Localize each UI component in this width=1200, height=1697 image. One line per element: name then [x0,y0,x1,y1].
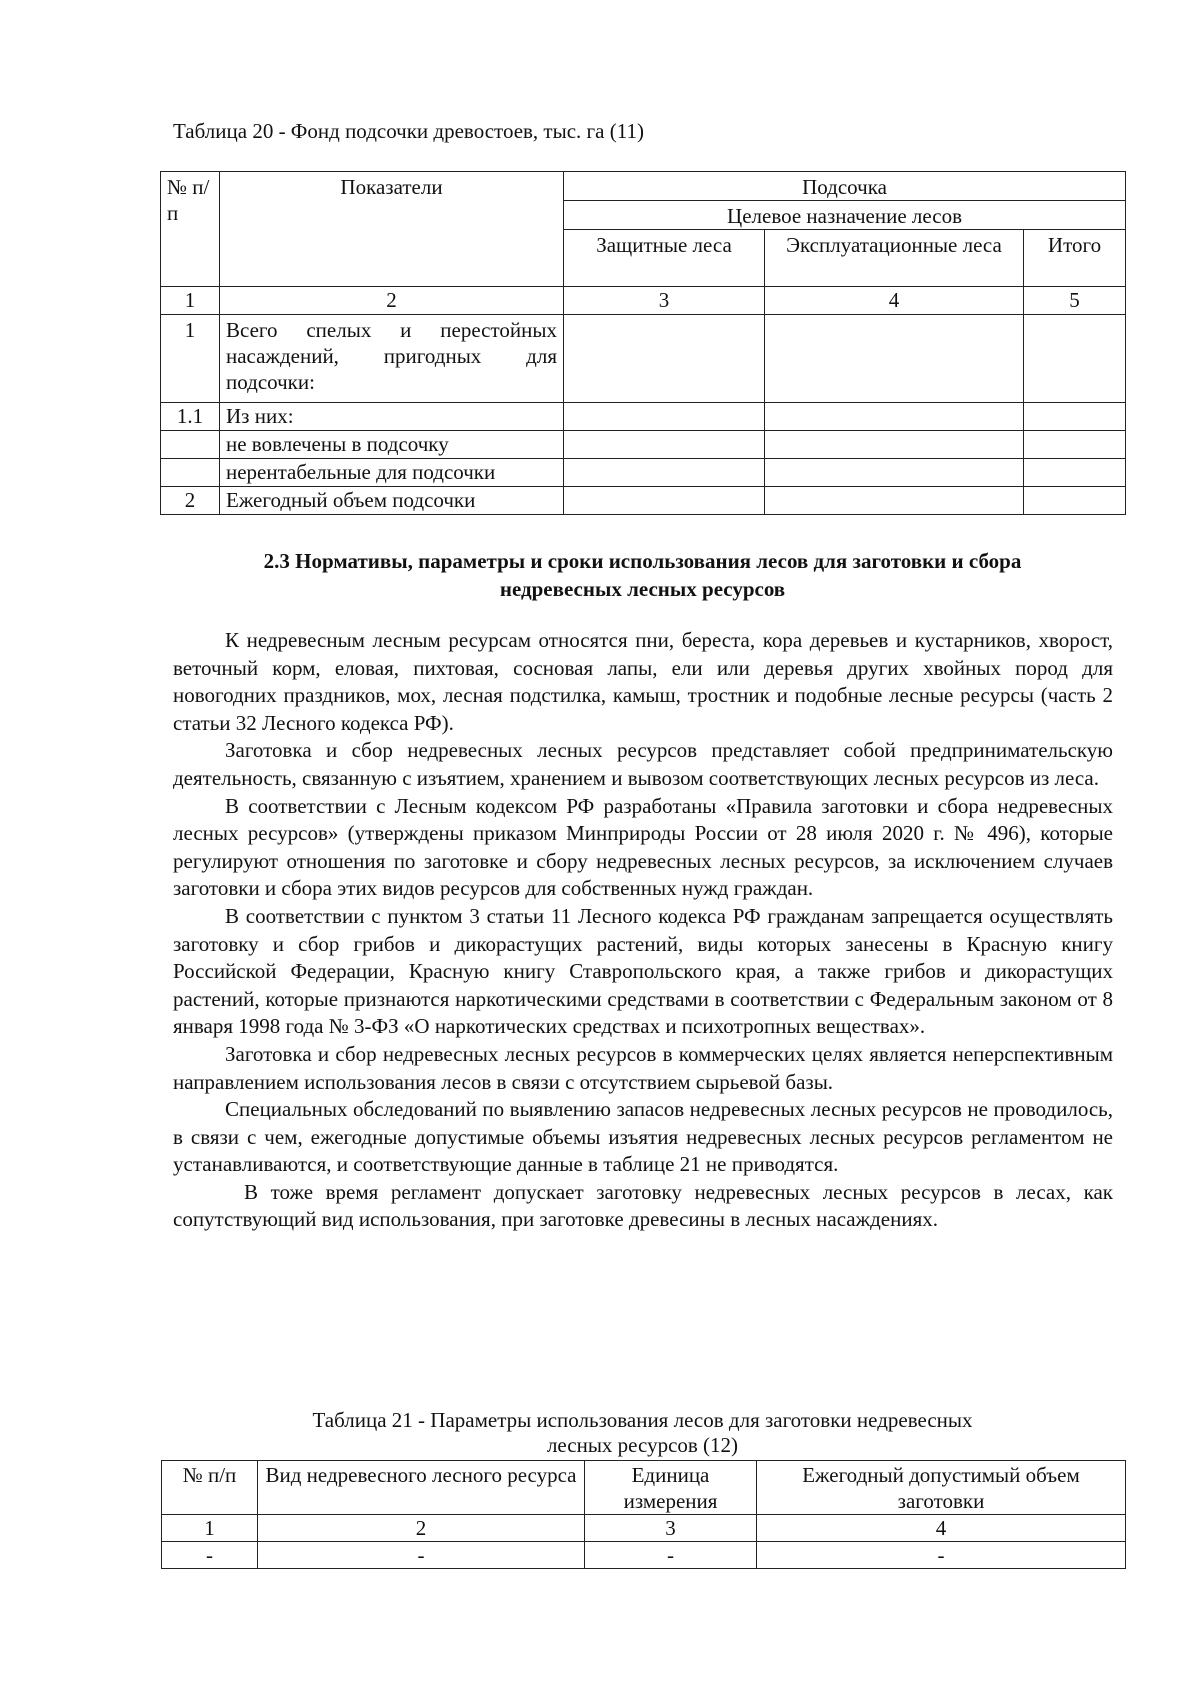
row-num: 1.1 [161,403,220,431]
row-label: Из них: [220,403,564,431]
row-num [161,431,220,459]
table-row [161,315,1126,403]
t21-header-unit: Единица измерения [585,1461,757,1515]
table-row [162,1542,1126,1569]
empty-cell [564,431,765,459]
table21-caption-line1: Таблица 21 - Параметры использования лесов для заготовки недревесных [312,1408,973,1432]
t20-header-exploitation: Эксплуатационные леса [765,230,1024,287]
empty-cell [1024,431,1126,459]
empty-cell [1024,315,1126,403]
row-num: 1 [161,315,220,403]
empty-cell [564,459,765,487]
t20-colnum: 2 [220,287,564,315]
body-text [173,627,1113,1234]
empty-cell [765,403,1024,431]
empty-cell [765,431,1024,459]
paragraph: В соответствии с пунктом 3 статьи 11 Лесного кодекса РФ гражданам запрещается осуществлять заготовку и сбор грибов и дикорастущих растений, виды которых занесены в Красную книгу Российской Федерации, Красную книгу Ставропольского края, а также грибов и дикорастущих растений, которые признаются наркотическими средствами в соответствии с Федеральным законом от 8 января 1998 года № 3-ФЗ «О наркотических средствах и психотропных веществах». [173,903,1113,1039]
row-num: 2 [161,487,220,515]
t20-header-num: № п/п [161,172,220,287]
row-label: Ежегодный объем подсочки [220,487,564,515]
table21 [161,1460,1126,1569]
paragraph: В соответствии с Лесным кодексом РФ разработаны «Правила заготовки и сбора недревесных лесных ресурсов» (утверждены приказом Минприроды России от 28 июля 2020 г. № 496), которые регулируют отношения по заготовке и сбору недревесных лесных ресурсов, за исключением случаев заготовки и сбора этих видов ресурсов для собственных нужд граждан. [173,793,1113,901]
t21-colnum: 2 [258,1515,585,1542]
empty-cell [765,459,1024,487]
t20-colnum-row [161,287,1126,315]
t21-colnum: 3 [585,1515,757,1542]
paragraph: К недревесным лесным ресурсам относятся пни, береста, кора деревьев и кустарников, хворост, веточный корм, еловая, пихтовая, сосновая лапы, ели или деревья других хвойных пород для новогодних праздников, мох, лесная подстилка, камыш, тростник и подобные лесные ресурсы (часть 2 статьи 32 Лесного кодекса РФ). [173,628,1113,735]
empty-cell [765,487,1024,515]
paragraph: Заготовка и сбор недревесных лесных ресурсов в коммерческих целях является неперспективным направлением использования лесов в связи с отсутствием сырьевой базы. [173,1041,1113,1094]
t20-header-tapping: Подсочка [564,172,1126,201]
table21-caption-line2: лесных ресурсов (12) [546,1433,739,1457]
empty-cell [564,315,765,403]
table-row [161,459,1126,487]
t20-header-purpose: Целевое назначение лесов [564,201,1126,230]
empty-cell [1024,403,1126,431]
t21-colnum-row [162,1515,1126,1542]
t21-header-volume: Ежегодный допустимый объем заготовки [757,1461,1126,1515]
section-heading-line1: 2.3 Нормативы, параметры и сроки использования лесов для заготовки и сбора [263,549,1022,573]
paragraph: В тоже время регламент допускает заготовку недревесных лесных ресурсов в лесах, как сопутствующий вид использования, при заготовке древесины в лесных насаждениях. [173,1179,1113,1232]
t20-header-indicators: Показатели [220,172,564,287]
t21-cell: - [585,1542,757,1569]
t21-cell: - [757,1542,1126,1569]
table-row [161,403,1126,431]
t21-colnum: 1 [162,1515,258,1542]
table20 [160,171,1126,515]
empty-cell [564,403,765,431]
t21-cell: - [162,1542,258,1569]
table21-caption [160,1407,1125,1458]
paragraph: Специальных обследований по выявлению запасов недревесных лесных ресурсов не проводилось, в связи с чем, ежегодные допустимые объемы изъятия недревесных лесных ресурсов регламентом не устанавливаются, и соответствующие данные в таблице 21 не приводятся. [173,1097,1113,1177]
table-row [161,431,1126,459]
table-row [161,487,1126,515]
empty-cell [1024,459,1126,487]
empty-cell [1024,487,1126,515]
t20-header-total: Итого [1024,230,1126,287]
empty-cell [564,487,765,515]
table20-caption: Таблица 20 - Фонд подсочки древостоев, тыс. га (11) [173,119,644,143]
empty-cell [765,315,1024,403]
t20-header-protective: Защитные леса [564,230,765,287]
row-label: Всего спелых и перестойных насаждений, пригодных для подсочки: [220,315,564,403]
t20-colnum: 5 [1024,287,1126,315]
t20-colnum: 1 [161,287,220,315]
t21-colnum: 4 [757,1515,1126,1542]
t21-header-num: № п/п [162,1461,258,1515]
row-num [161,459,220,487]
t20-colnum: 4 [765,287,1024,315]
section-heading [160,547,1125,603]
row-label: не вовлечены в подсочку [220,431,564,459]
t21-header-resource: Вид недревесного лесного ресурса [258,1461,585,1515]
t20-colnum: 3 [564,287,765,315]
row-label: нерентабельные для подсочки [220,459,564,487]
section-heading-line2: недревесных лесных ресурсов [499,577,786,601]
t21-cell: - [258,1542,585,1569]
paragraph: Заготовка и сбор недревесных лесных ресурсов представляет собой предпринимательскую деятельность, связанную с изъятием, хранением и вывозом соответствующих лесных ресурсов из леса. [173,738,1113,790]
